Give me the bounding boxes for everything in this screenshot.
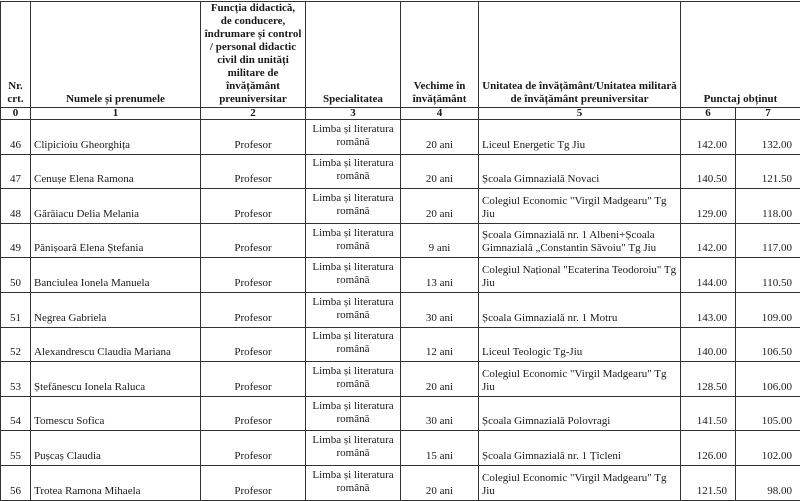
index-cell: 0: [1, 108, 31, 120]
cell-score-6: 141.50: [681, 396, 736, 431]
cell-score-7: 105.00: [736, 396, 800, 431]
cell-unit: Colegiul Național "Ecaterina Teodoroiu" Tg Jiu: [479, 258, 681, 293]
index-cell: 4: [401, 108, 479, 120]
table-row: [1, 396, 800, 431]
cell-seniority: 20 ani: [401, 189, 479, 224]
cell-seniority: 15 ani: [401, 431, 479, 466]
cell-seniority: 20 ani: [401, 362, 479, 397]
cell-specialty: Limba și literatura română: [306, 292, 401, 327]
cell-score-7: 117.00: [736, 223, 800, 258]
table-row: [1, 362, 800, 397]
cell-function: Profesor: [201, 362, 306, 397]
cell-nr: 46: [1, 120, 31, 155]
index-cell: 1: [31, 108, 201, 120]
results-table: [0, 1, 800, 501]
cell-score-7: 110.50: [736, 258, 800, 293]
cell-nr: 47: [1, 154, 31, 189]
cell-score-6: 143.00: [681, 292, 736, 327]
cell-score-6: 142.00: [681, 223, 736, 258]
cell-unit: Colegiul Economic "Virgil Madgearu" Tg Jiu: [479, 362, 681, 397]
cell-specialty: Limba și literatura română: [306, 223, 401, 258]
cell-unit: Școala Gimnazială nr. 1 Țicleni: [479, 431, 681, 466]
table-row: [1, 120, 800, 155]
cell-name: Ștefănescu Ionela Raluca: [31, 362, 201, 397]
cell-name: Clipicioiu Gheorghița: [31, 120, 201, 155]
index-row: [1, 108, 800, 120]
cell-score-6: 129.00: [681, 189, 736, 224]
header-name: Numele și prenumele: [31, 2, 201, 108]
table-row: [1, 223, 800, 258]
cell-unit: Școala Gimnazială Polovragi: [479, 396, 681, 431]
cell-score-6: 128.50: [681, 362, 736, 397]
cell-name: Trotea Ramona Mihaela: [31, 465, 201, 500]
cell-seniority: 9 ani: [401, 223, 479, 258]
cell-function: Profesor: [201, 258, 306, 293]
cell-function: Profesor: [201, 396, 306, 431]
cell-name: Pușcaș Claudia: [31, 431, 201, 466]
cell-function: Profesor: [201, 431, 306, 466]
cell-function: Profesor: [201, 223, 306, 258]
cell-function: Profesor: [201, 189, 306, 224]
cell-score-6: 140.00: [681, 327, 736, 362]
cell-function: Profesor: [201, 327, 306, 362]
cell-nr: 49: [1, 223, 31, 258]
cell-seniority: 20 ani: [401, 465, 479, 500]
cell-nr: 56: [1, 465, 31, 500]
table-row: [1, 327, 800, 362]
cell-seniority: 30 ani: [401, 396, 479, 431]
header-row: [1, 2, 800, 108]
table-row: [1, 292, 800, 327]
cell-specialty: Limba și literatura română: [306, 465, 401, 500]
cell-specialty: Limba și literatura română: [306, 120, 401, 155]
cell-nr: 52: [1, 327, 31, 362]
index-cell: 7: [736, 108, 800, 120]
cell-unit: Liceul Teologic Tg-Jiu: [479, 327, 681, 362]
cell-score-6: 121.50: [681, 465, 736, 500]
table-row: [1, 258, 800, 293]
cell-name: Cenușe Elena Ramona: [31, 154, 201, 189]
cell-score-7: 109.00: [736, 292, 800, 327]
cell-specialty: Limba și literatura română: [306, 189, 401, 224]
cell-score-6: 126.00: [681, 431, 736, 466]
cell-score-6: 142.00: [681, 120, 736, 155]
cell-score-7: 102.00: [736, 431, 800, 466]
cell-name: Negrea Gabriela: [31, 292, 201, 327]
index-cell: 6: [681, 108, 736, 120]
cell-unit: Școala Gimnazială nr. 1 Motru: [479, 292, 681, 327]
cell-name: Pănișoară Elena Ștefania: [31, 223, 201, 258]
cell-specialty: Limba și literatura română: [306, 258, 401, 293]
cell-function: Profesor: [201, 292, 306, 327]
cell-unit: Liceul Energetic Tg Jiu: [479, 120, 681, 155]
cell-specialty: Limba și literatura română: [306, 431, 401, 466]
header-function: Funcția didactică, de conducere, îndrumare și control / personal didactic civil din unități militare de învățământ preuniversitar: [201, 2, 306, 108]
cell-name: Alexandrescu Claudia Mariana: [31, 327, 201, 362]
header-score: Punctaj obținut: [681, 2, 800, 108]
cell-name: Banciulea Ionela Manuela: [31, 258, 201, 293]
cell-unit: Colegiul Economic "Virgil Madgearu" Tg Jiu: [479, 189, 681, 224]
header-nr: Nr. crt.: [1, 2, 31, 108]
cell-specialty: Limba și literatura română: [306, 362, 401, 397]
cell-unit: Școala Gimnazială nr. 1 Albeni+Școala Gimnazială „Constantin Săvoiu" Tg Jiu: [479, 223, 681, 258]
cell-nr: 54: [1, 396, 31, 431]
cell-function: Profesor: [201, 120, 306, 155]
cell-seniority: 20 ani: [401, 120, 479, 155]
header-specialty: Specialitatea: [306, 2, 401, 108]
cell-score-7: 106.00: [736, 362, 800, 397]
table-row: [1, 465, 800, 500]
cell-nr: 53: [1, 362, 31, 397]
cell-score-7: 98.00: [736, 465, 800, 500]
cell-specialty: Limba și literatura română: [306, 154, 401, 189]
cell-name: Tomescu Sofica: [31, 396, 201, 431]
cell-score-6: 144.00: [681, 258, 736, 293]
table-row: [1, 431, 800, 466]
cell-function: Profesor: [201, 465, 306, 500]
cell-name: Gărăiacu Delia Melania: [31, 189, 201, 224]
cell-nr: 55: [1, 431, 31, 466]
cell-specialty: Limba și literatura română: [306, 396, 401, 431]
index-cell: 5: [479, 108, 681, 120]
header-seniority: Vechime în învățământ: [401, 2, 479, 108]
cell-score-7: 121.50: [736, 154, 800, 189]
cell-nr: 48: [1, 189, 31, 224]
cell-score-7: 118.00: [736, 189, 800, 224]
cell-seniority: 12 ani: [401, 327, 479, 362]
cell-seniority: 30 ani: [401, 292, 479, 327]
cell-unit: Colegiul Economic "Virgil Madgearu" Tg Jiu: [479, 465, 681, 500]
cell-function: Profesor: [201, 154, 306, 189]
cell-seniority: 20 ani: [401, 154, 479, 189]
cell-score-6: 140.50: [681, 154, 736, 189]
table-row: [1, 189, 800, 224]
cell-nr: 51: [1, 292, 31, 327]
cell-seniority: 13 ani: [401, 258, 479, 293]
cell-score-7: 106.50: [736, 327, 800, 362]
cell-unit: Școala Gimnazială Novaci: [479, 154, 681, 189]
header-unit: Unitatea de învățământ/Unitatea militară de învățământ preuniversitar: [479, 2, 681, 108]
cell-specialty: Limba și literatura română: [306, 327, 401, 362]
table-row: [1, 154, 800, 189]
index-cell: 3: [306, 108, 401, 120]
cell-nr: 50: [1, 258, 31, 293]
cell-score-7: 132.00: [736, 120, 800, 155]
index-cell: 2: [201, 108, 306, 120]
